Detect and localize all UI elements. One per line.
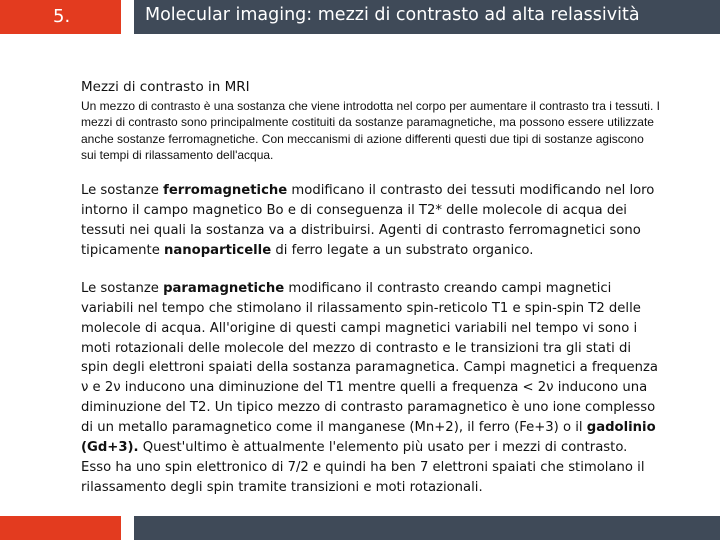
slide-title: Molecular imaging: mezzi di contrasto ad alta relassività — [134, 0, 720, 34]
para-text: modificano il contrasto creando campi magnetici variabili nel tempo che stimolano il rilassamento spin-reticolo T1 e spin-spin T2 delle molecole di acqua. All'origine di questi campi magnetici variabili nel tempo vi sono i moti rotazionali delle molecole del mezzo di contrasto e le transizioni tra gli stati di spin degli elettroni spaiati della sostanza paramagnetica. Campi magnetici a frequenza ν e 2ν inducono una diminuzione del T1 mentre quelli a frequenza < 2ν inducono una diminuzione del T2. Un tipico mezzo di contrasto paramagnetico è uno ione complesso di un metallo paramagnetico come il manganese (Mn+2), il ferro (Fe+3) o il — [81, 280, 658, 436]
ferro-term-nanoparticles: nanoparticelle — [164, 242, 272, 258]
para-lead: Le sostanze — [81, 280, 164, 296]
intro-paragraph: Un mezzo di contrasto è una sostanza che viene introdotta nel corpo per aumentare il contrasto tra i tessuti. I mezzi di contrasto sono principalmente costituiti da sostanze paramagnetiche, ma possono essere utilizzate anche sostanze ferromagnetiche. Con meccanismi di azione differenti questi due tipi di sostanze agiscono sui tempi di rilassamento dell'acqua. — [81, 99, 660, 162]
footer-bar — [134, 516, 720, 540]
section-subtitle: Mezzi di contrasto in MRI — [81, 79, 250, 95]
para-term-gadolinium: gadolinio (Gd+3). — [81, 420, 656, 456]
ferromagnetic-paragraph — [81, 181, 661, 261]
paramagnetic-paragraph — [81, 279, 661, 498]
ferro-text-end: di ferro legate a un substrato organico. — [271, 242, 534, 258]
slide-content — [81, 78, 661, 498]
slide-header — [0, 0, 720, 34]
para-text-end: Quest'ultimo è attualmente l'elemento più usato per i mezzi di contrasto. Esso ha uno spin elettronico di 7/2 e quindi ha ben 7 elettroni spaiati che stimolano il rilassamento degli spin tramite transizioni e moti rotazionali. — [81, 440, 645, 495]
footer-accent-bar — [0, 516, 121, 540]
ferro-text: modificano il contrasto dei tessuti modificando nel loro intorno il campo magnetico Bo e di conseguenza il T2* delle molecole di acqua dei tessuti nei quali la sostanza va a distribuirsi. Agenti di contrasto ferromagnetici sono tipicamente — [81, 183, 655, 258]
para-term: paramagnetiche — [163, 280, 285, 296]
slide-number: 5. — [0, 0, 121, 34]
ferro-term: ferromagnetiche — [163, 183, 288, 199]
ferro-lead: Le sostanze — [81, 183, 164, 199]
